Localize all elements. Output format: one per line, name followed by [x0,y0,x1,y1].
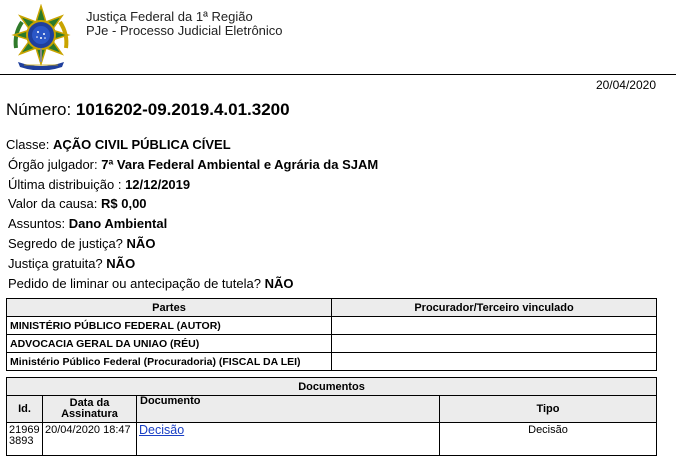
partes-table [6,298,657,371]
field-assuntos [6,214,378,234]
court-name: Justiça Federal da 1ª Região [86,9,253,24]
doc-id-cell: 219693893 [7,423,43,456]
field-value: Dano Ambiental [68,216,168,232]
field-value: NÃO [126,235,156,251]
procurador-cell [332,353,657,371]
parte-cell: ADVOCACIA GERAL DA UNIAO (RÉU) [7,335,332,353]
documento-header: Documento [137,396,440,423]
process-fields [6,135,378,293]
documentos-table [6,377,657,456]
table-row [7,423,657,456]
field-label: Segredo de justiça? [8,235,123,251]
partes-header-row [7,299,657,317]
parte-cell: Ministério Público Federal (Procuradoria) (FISCAL DA LEI) [7,353,332,371]
documentos-caption-row [7,378,657,396]
field-orgao-julgador [6,155,378,175]
system-name: PJe - Processo Judicial Eletrônico [86,23,283,38]
data-header: Data da Assinatura [43,396,137,423]
header-text [86,10,283,38]
field-label: Classe: [6,137,50,152]
field-value: NÃO [264,275,294,291]
field-justica-gratuita [6,254,378,274]
tipo-header: Tipo [440,396,657,423]
procurador-header: Procurador/Terceiro vinculado [332,299,657,317]
field-value: 7ª Vara Federal Ambiental e Agrária da SJAM [101,156,379,172]
field-label: Pedido de liminar ou antecipação de tutela? [8,275,261,291]
partes-header: Partes [7,299,332,317]
report-date: 20/04/2020 [595,78,656,92]
field-value: R$ 0,00 [101,196,147,212]
documento-link[interactable]: Decisão [139,423,185,437]
brazil-coat-of-arms-icon [10,4,72,70]
field-ultima-distribuicao [6,175,378,195]
doc-documento-cell [137,423,440,456]
doc-tipo-cell: Decisão [440,423,657,456]
field-value: 12/12/2019 [125,176,191,192]
field-classe [6,135,378,155]
field-segredo-justica [6,234,378,254]
process-number-label: Número: [6,100,72,119]
field-label: Assuntos: [8,216,66,232]
table-row [7,335,657,353]
documentos-header-row [7,396,657,423]
id-header: Id. [7,396,43,423]
field-pedido-liminar [6,274,378,294]
procurador-cell [332,335,657,353]
page-header [0,0,676,75]
table-row [7,353,657,371]
field-label: Justiça gratuita? [8,255,103,271]
procurador-cell [332,317,657,335]
documentos-caption: Documentos [7,378,657,396]
doc-data-cell: 20/04/2020 18:47 [43,423,137,456]
process-number [6,100,290,120]
table-row [7,317,657,335]
parte-cell: MINISTÉRIO PÚBLICO FEDERAL (AUTOR) [7,317,332,335]
field-value: AÇÃO CIVIL PÚBLICA CÍVEL [52,137,231,152]
field-valor-causa [6,194,378,214]
field-label: Órgão julgador: [8,156,98,172]
field-value: NÃO [106,255,136,271]
field-label: Valor da causa: [8,196,98,212]
process-number-value: 1016202-09.2019.4.01.3200 [75,100,290,119]
field-label: Última distribuição : [8,176,122,192]
